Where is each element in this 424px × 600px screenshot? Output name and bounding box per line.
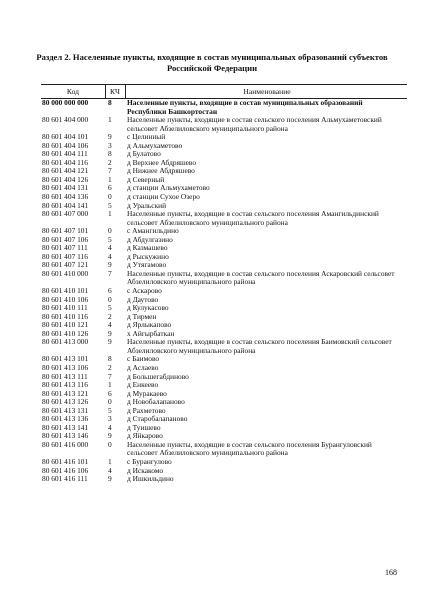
row-kch: 3 (108, 140, 112, 150)
header-name: Наименование (243, 87, 291, 96)
row-code: 80 601 404 101 (42, 132, 89, 142)
row-code: 80 601 416 101 (42, 456, 89, 466)
row-name: д Ишкильдино (127, 474, 174, 484)
row-code: 80 601 413 000 (42, 337, 89, 347)
row-name: с Бурангулово (127, 456, 172, 466)
row-kch: 9 (108, 474, 112, 484)
row-name: д Рыскужино (127, 251, 169, 261)
section-title: Раздел 2. Населенные пункты, входящие в состав муниципальных образований субъектов Российской Федерации (36, 52, 388, 73)
row-kch: 5 (108, 200, 112, 210)
header-code: Код (66, 87, 80, 96)
row-kch: 5 (108, 405, 112, 415)
row-kch: 6 (108, 286, 112, 296)
row-code: 80 601 407 121 (42, 260, 89, 270)
row-name: с Целинный (127, 132, 166, 142)
row-kch: 0 (108, 192, 112, 202)
table-row (41, 270, 407, 287)
row-kch: 6 (108, 183, 112, 193)
row-name: д Казмашево (127, 243, 168, 253)
row-name: д Верхнее Абдряшево (127, 157, 197, 167)
row-code: 80 601 413 131 (42, 405, 89, 415)
row-name: д Искакомо (127, 465, 164, 475)
row-kch: 6 (108, 388, 112, 398)
row-name: д Туишево (127, 422, 161, 432)
row-name: Населенные пункты, входящие в состав сельского поселения Бурангуловский сельсовет Абзелиловского муниципального района (127, 439, 372, 458)
row-code: 80 601 413 106 (42, 362, 89, 372)
row-name: д Булатово (127, 149, 161, 159)
row-kch: 0 (108, 439, 112, 449)
row-kch: 2 (108, 157, 112, 167)
table-row (41, 475, 407, 484)
table-row (41, 467, 407, 476)
row-name: д Муракаево (127, 388, 167, 398)
table-row (41, 321, 407, 330)
row-name: д Яйкарово (127, 431, 163, 441)
row-name: д Новобалапаново (127, 397, 185, 407)
row-code: 80 601 404 136 (42, 192, 89, 202)
row-code: 80 601 413 111 (42, 371, 88, 381)
row-kch: 1 (108, 380, 112, 390)
table-row (41, 458, 407, 467)
row-kch: 1 (108, 209, 112, 219)
row-code: 80 601 407 111 (42, 243, 88, 253)
row-kch: 1 (108, 115, 112, 125)
table-row (41, 398, 407, 407)
row-name: Населенные пункты, входящие в состав сельского поселения Амангильдинский сельсовет Абзелиловского муниципального района (127, 209, 379, 227)
row-kch: 1 (108, 174, 112, 184)
table-row (41, 415, 407, 424)
table-row (41, 167, 407, 176)
row-code: 80 601 410 121 (42, 320, 89, 330)
row-name: д Северный (127, 174, 165, 184)
row-name: д Даутово (127, 294, 159, 304)
table-row (41, 381, 407, 390)
table-row (41, 441, 407, 458)
row-kch: 3 (108, 414, 112, 424)
table-row (41, 313, 407, 322)
row-code: 80 601 404 131 (42, 183, 89, 193)
table-row (41, 296, 407, 305)
row-code: 80 601 410 116 (42, 311, 88, 321)
row-kch: 5 (108, 234, 112, 244)
row-code: 80 601 413 126 (42, 397, 89, 407)
row-kch: 9 (108, 337, 112, 347)
row-code: 80 601 413 136 (42, 414, 89, 424)
table-row (41, 253, 407, 262)
table-row (41, 133, 407, 142)
table-row (41, 373, 407, 382)
table-row (41, 338, 407, 355)
header-divider (125, 85, 126, 98)
row-code: 80 601 413 116 (42, 380, 88, 390)
row-code: 80 601 407 106 (42, 234, 89, 244)
row-code: 80 601 410 101 (42, 286, 89, 296)
row-name: с Аскарово (127, 286, 162, 296)
table-row (41, 99, 407, 116)
row-name: д станции Сухое Озеро (127, 192, 200, 202)
row-name: д Тирмен (127, 311, 157, 321)
row-kch: 4 (108, 422, 112, 432)
table-row (41, 355, 407, 364)
row-name: д Нижнее Абдряшево (127, 166, 195, 176)
row-name: д станции Альмухаметово (127, 183, 210, 193)
row-code: 80 601 407 000 (42, 209, 89, 219)
row-code: 80 601 413 141 (42, 422, 89, 432)
table-row (41, 424, 407, 433)
row-name: д Аслаево (127, 362, 159, 372)
table-row (41, 176, 407, 185)
row-code: 80 601 410 111 (42, 303, 88, 313)
row-code: 80 601 416 111 (42, 474, 88, 484)
table-row (41, 210, 407, 227)
row-name: д Уральский (127, 200, 167, 210)
table-row (41, 116, 407, 133)
row-kch: 9 (108, 328, 112, 338)
row-code: 80 601 404 116 (42, 157, 88, 167)
row-code: 80 601 404 126 (42, 174, 89, 184)
row-kch: 4 (108, 251, 112, 261)
table-row (41, 304, 407, 313)
table-row (41, 287, 407, 296)
row-code: 80 601 410 126 (42, 328, 89, 338)
row-kch: 1 (108, 456, 112, 466)
table-header (41, 84, 407, 99)
row-name: Населенные пункты, входящие в состав сельского поселения Альмухаметовский сельсовет Абзелиловского муниципального района (127, 115, 382, 133)
row-name: Населенные пункты, входящие в состав сельского поселения Аскаровский сельсовет Абзелиловского муниципального района (127, 268, 395, 287)
row-kch: 4 (108, 243, 112, 253)
row-kch: 7 (108, 268, 112, 278)
row-name: Населенные пункты, входящие в состав муниципальных образований Республики Башкортостан (127, 98, 363, 116)
row-kch: 2 (108, 311, 112, 321)
row-name: с Амангильдино (127, 226, 179, 236)
row-name: Населенные пункты, входящие в состав сельского поселения Баимовский сельсовет Абзелиловского муниципального района (127, 337, 392, 355)
row-kch: 0 (108, 226, 112, 236)
row-kch: 5 (108, 303, 112, 313)
table-row (41, 193, 407, 202)
row-kch: 8 (108, 98, 112, 107)
table-row (41, 364, 407, 373)
row-code: 80 601 404 000 (42, 115, 89, 125)
row-name: д Альмухаметово (127, 140, 183, 150)
row-kch: 7 (108, 371, 112, 381)
row-kch: 9 (108, 431, 112, 441)
row-name: д Рахметово (127, 405, 166, 415)
row-name: д Кулукасово (127, 303, 169, 313)
row-name: д Утягамово (127, 260, 167, 270)
row-name: д Ярлыкапово (127, 320, 172, 330)
table-row (41, 390, 407, 399)
row-name: х Айгырбаткан (127, 328, 175, 338)
row-kch: 2 (108, 362, 112, 372)
row-code: 80 601 404 141 (42, 200, 89, 210)
row-kch: 9 (108, 132, 112, 142)
row-code: 80 601 410 106 (42, 294, 89, 304)
row-code: 80 601 413 146 (42, 431, 89, 441)
row-name: д Абдулгазино (127, 234, 173, 244)
page-number: 168 (385, 568, 397, 577)
row-name: с Баимово (127, 354, 160, 364)
row-kch: 4 (108, 320, 112, 330)
row-kch: 8 (108, 354, 112, 364)
row-kch: 9 (108, 260, 112, 270)
table-row (41, 159, 407, 168)
table-row (41, 142, 407, 151)
row-code: 80 000 000 000 (42, 98, 89, 107)
row-code: 80 601 404 106 (42, 140, 89, 150)
row-code: 80 601 404 121 (42, 166, 89, 176)
row-name: д Старобалапаново (127, 414, 188, 424)
table-row (41, 150, 407, 159)
table-row (41, 184, 407, 193)
header-kch: КЧ (110, 87, 120, 96)
row-code: 80 601 407 101 (42, 226, 89, 236)
row-code: 80 601 404 111 (42, 149, 88, 159)
table-row (41, 244, 407, 253)
row-kch: 0 (108, 294, 112, 304)
row-kch: 0 (108, 397, 112, 407)
row-name: д Енкеево (127, 380, 159, 390)
row-code: 80 601 416 000 (42, 439, 89, 449)
row-code: 80 601 413 101 (42, 354, 89, 364)
table-body (41, 99, 407, 484)
table-row (41, 227, 407, 236)
row-code: 80 601 416 106 (42, 465, 89, 475)
row-code: 80 601 413 121 (42, 388, 89, 398)
row-name: д Большегабдиново (127, 371, 189, 381)
row-kch: 7 (108, 166, 112, 176)
table-row (41, 407, 407, 416)
row-kch: 4 (108, 465, 112, 475)
header-divider (105, 85, 106, 98)
row-code: 80 601 410 000 (42, 268, 89, 278)
row-kch: 8 (108, 149, 112, 159)
row-code: 80 601 407 116 (42, 251, 88, 261)
table-row (41, 236, 407, 245)
